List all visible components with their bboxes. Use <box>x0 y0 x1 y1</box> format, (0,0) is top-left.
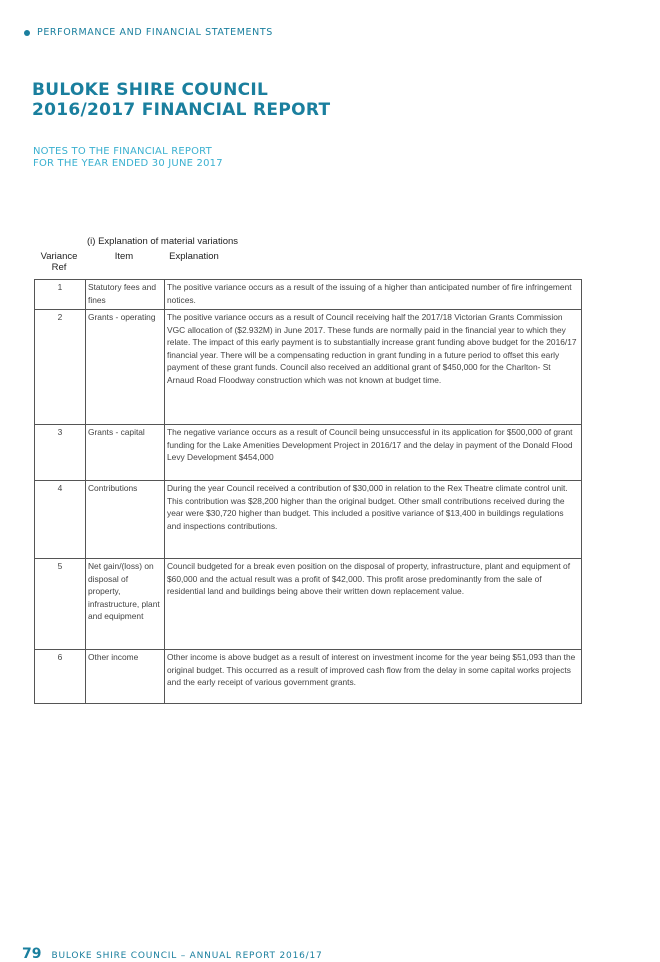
row-explanation: The negative variance occurs as a result of Council being unsuccessful in its application for $500,000 of grant funding for the Lake Amenities Development Project in 2016/17 and the delay in payment of the Donald Flood Levy Development $454,000 <box>165 425 582 481</box>
report-subtitle <box>33 146 223 170</box>
report-title <box>32 80 330 120</box>
table-row <box>35 650 582 704</box>
table-row <box>35 481 582 559</box>
row-explanation: Other income is above budget as a result of interest on investment income for the year being $51,093 than the original budget. This occurred as a result of improved cash flow from the delay in some capital works projects and the early receipt of various government grants. <box>165 650 582 704</box>
row-ref: 1 <box>35 280 86 310</box>
section-label: PERFORMANCE AND FINANCIAL STATEMENTS <box>37 27 273 38</box>
subtitle-line-2: FOR THE YEAR ENDED 30 JUNE 2017 <box>33 158 223 169</box>
row-ref: 3 <box>35 425 86 481</box>
row-explanation: The positive variance occurs as a result of Council receiving half the 2017/18 Victorian Grants Commission VGC allocation of ($2.932M) in June 2017. These funds are normally paid in the financial year to which they relate. The impact of this early payment is to substantially increase grant funding above budget for the 2016/17 financial year. There will be a compensating reduction in grant funding in a future period to offset this early payment of these grant funds. Council also received an additional grant of $450,000 for the Charlton- St Arnaud Road Floodway construction which was not known at budget time. <box>165 310 582 425</box>
subtitle-line-1: NOTES TO THE FINANCIAL REPORT <box>33 146 212 157</box>
column-header-ref <box>36 251 82 273</box>
row-ref: 4 <box>35 481 86 559</box>
row-ref: 6 <box>35 650 86 704</box>
table-row <box>35 559 582 650</box>
row-item: Grants - operating <box>86 310 165 425</box>
row-explanation: Council budgeted for a break even position on the disposal of property, infrastructure, plant and equipment of $60,000 and the actual result was a profit of $42,000. This profit arose predominantly from the sale of residential land and buildings being above their written down replacement value. <box>165 559 582 650</box>
column-header-explanation: Explanation <box>169 251 219 262</box>
title-line-2: 2016/2017 FINANCIAL REPORT <box>32 100 331 120</box>
variations-table <box>34 279 582 704</box>
row-item: Statutory fees and fines <box>86 280 165 310</box>
row-ref: 2 <box>35 310 86 425</box>
row-explanation: During the year Council received a contribution of $30,000 in relation to the Rex Theatre climate control unit. This contribution was $28,200 higher than the original budget. Other small contributions received during the year were $30,720 higher than budget. This included a positive variance of $13,400 in buildings regulations and inspections contributions. <box>165 481 582 559</box>
title-line-1: BULOKE SHIRE COUNCIL <box>32 80 269 100</box>
row-ref: 5 <box>35 559 86 650</box>
row-item: Contributions <box>86 481 165 559</box>
table-heading: (i) Explanation of material variations <box>87 236 239 247</box>
column-header-item: Item <box>114 251 134 262</box>
table-row <box>35 425 582 481</box>
bullet-icon <box>24 30 30 36</box>
column-header-ref-line-2: Ref <box>51 262 67 273</box>
section-header <box>24 27 273 38</box>
footer-text: BULOKE SHIRE COUNCIL – ANNUAL REPORT 2016/17 <box>51 951 323 961</box>
table-row <box>35 280 582 310</box>
row-explanation: The positive variance occurs as a result of the issuing of a higher than anticipated number of fire infringement notices. <box>165 280 582 310</box>
row-item: Grants - capital <box>86 425 165 481</box>
page-number: 79 <box>22 946 42 962</box>
column-header-ref-line-1: Variance <box>40 251 78 262</box>
row-item: Net gain/(loss) on disposal of property, infrastructure, plant and equipment <box>86 559 165 650</box>
page-footer <box>22 946 323 962</box>
row-item: Other income <box>86 650 165 704</box>
table-row <box>35 310 582 425</box>
